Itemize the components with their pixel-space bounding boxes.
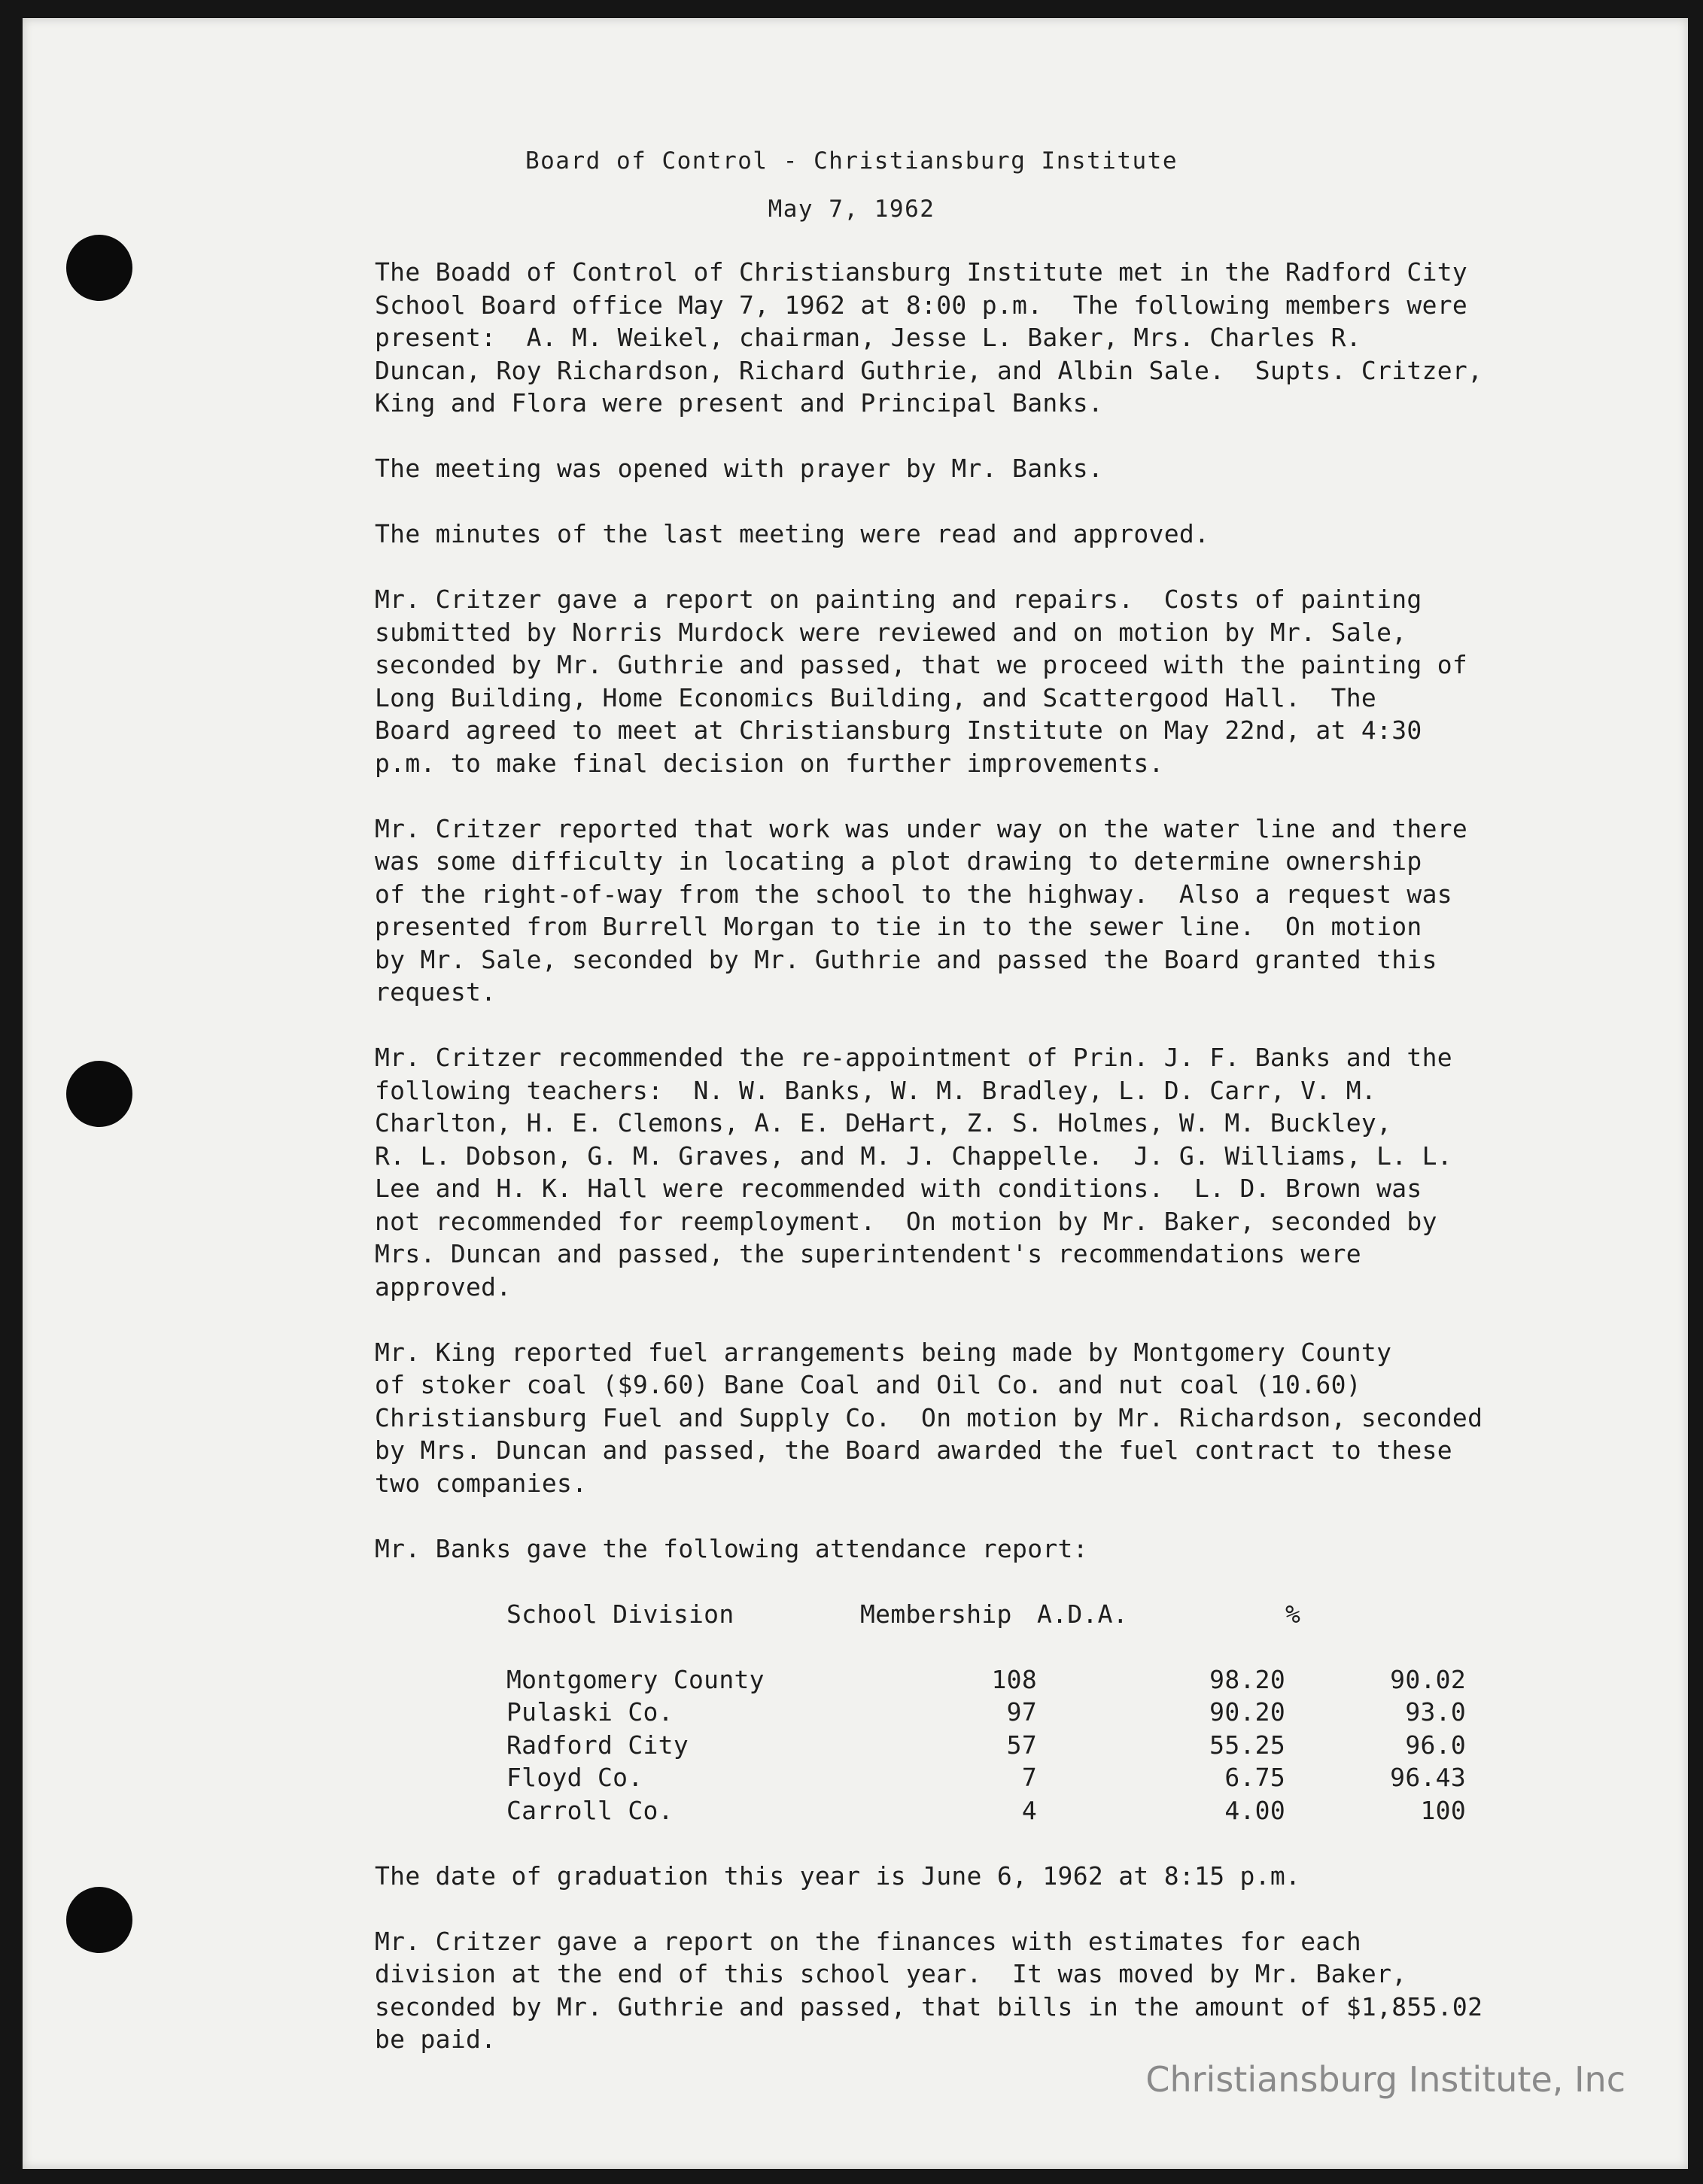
text-line: was some difficulty in locating a plot drawing to determine ownership: [375, 846, 1422, 876]
text-line: be paid.: [375, 2025, 497, 2054]
table-cell: 108: [991, 1664, 1037, 1694]
document-date: May 7, 1962: [768, 196, 935, 223]
paragraph: [375, 1336, 1594, 1500]
text-line: of stoker coal ($9.60) Bane Coal and Oil Co. and nut coal (10.60): [375, 1370, 1361, 1399]
binder-hole: [66, 1887, 132, 1953]
table-row: [506, 1729, 1466, 1762]
text-line: Board agreed to meet at Christiansburg Institute on May 22nd, at 4:30: [375, 715, 1422, 745]
paragraph: [375, 813, 1594, 1009]
text-line: submitted by Norris Murdock were reviewed and on motion by Mr. Sale,: [375, 617, 1407, 647]
text-line: present: A. M. Weikel, chairman, Jesse L. Baker, Mrs. Charles R.: [375, 323, 1361, 352]
table-cell: 93.0: [1405, 1697, 1466, 1727]
text-line: King and Flora were present and Principal Banks.: [375, 388, 1104, 418]
binder-hole: [66, 235, 132, 301]
text-line: Mr. Banks gave the following attendance report:: [375, 1533, 1088, 1563]
paragraph: [375, 518, 1594, 551]
table-row: [506, 1794, 1466, 1827]
text-line: The meeting was opened with prayer by Mr. Banks.: [375, 454, 1104, 483]
column-header: Membership: [860, 1599, 1012, 1629]
text-line: Mr. Critzer reported that work was under way on the water line and there: [375, 813, 1468, 843]
table-cell: 6.75: [1224, 1763, 1285, 1792]
table-cell: 57: [1006, 1730, 1037, 1760]
text-line: The date of graduation this year is June 6, 1962 at 8:15 p.m.: [375, 1861, 1301, 1891]
text-line: Christiansburg Fuel and Supply Co. On motion by Mr. Richardson, seconded: [375, 1402, 1483, 1432]
closing-paragraphs: [375, 1860, 1594, 2056]
table-cell: 100: [1420, 1795, 1466, 1825]
attendance-header-row: [506, 1598, 1466, 1631]
table-row: [506, 1696, 1466, 1729]
paragraph: [375, 583, 1594, 779]
minutes-paragraphs: [375, 256, 1594, 1565]
text-line: p.m. to make final decision on further improvements.: [375, 748, 1164, 778]
text-line: seconded by Mr. Guthrie and passed, that we proceed with the painting of: [375, 650, 1468, 679]
table-cell: Carroll Co.: [506, 1795, 674, 1825]
text-line: division at the end of this school year. It was moved by Mr. Baker,: [375, 1959, 1407, 1988]
paragraph: [375, 452, 1594, 485]
watermark: Christiansburg Institute, Inc: [1145, 2059, 1625, 2100]
paragraph: [375, 1925, 1594, 2056]
text-line: approved.: [375, 1271, 512, 1302]
text-line: Mr. Critzer recommended the re-appointment of Prin. J. F. Banks and the: [375, 1043, 1452, 1072]
text-line: seconded by Mr. Guthrie and passed, that bills in the amount of $1,855.02: [375, 1991, 1483, 2021]
text-line: Mrs. Duncan and passed, the superintendent's recommendations were: [375, 1239, 1361, 1268]
text-line: Long Building, Home Economics Building, and Scattergood Hall. The: [375, 682, 1377, 712]
table-cell: 7: [1021, 1763, 1037, 1792]
column-header: School Division: [506, 1599, 734, 1629]
text-line: presented from Burrell Morgan to tie in to the sewer line. On motion: [375, 912, 1422, 941]
table-cell: Floyd Co.: [506, 1763, 643, 1792]
text-line: by Mr. Sale, seconded by Mr. Guthrie and passed the Board granted this: [375, 944, 1437, 974]
table-cell: 55.25: [1209, 1730, 1285, 1760]
table-row: [506, 1761, 1466, 1794]
document-title: Board of Control - Christiansburg Institute: [525, 147, 1178, 175]
table-row: [506, 1663, 1466, 1696]
table-cell: 4: [1021, 1795, 1037, 1825]
text-line: request.: [375, 977, 497, 1007]
binder-hole: [66, 1061, 132, 1127]
text-line: Mr. Critzer gave a report on painting and repairs. Costs of painting: [375, 585, 1422, 614]
text-line: Mr. King reported fuel arrangements being made by Montgomery County: [375, 1337, 1392, 1367]
text-line: following teachers: N. W. Banks, W. M. Bradley, L. D. Carr, V. M.: [375, 1075, 1377, 1105]
text-line: Mr. Critzer gave a report on the finances with estimates for each: [375, 1926, 1361, 1956]
table-cell: 97: [1006, 1697, 1037, 1727]
table-cell: Montgomery County: [506, 1664, 765, 1694]
paragraph: [375, 256, 1594, 420]
text-line: by Mrs. Duncan and passed, the Board awarded the fuel contract to these: [375, 1435, 1452, 1465]
table-cell: 96.0: [1405, 1730, 1466, 1760]
text-line: School Board office May 7, 1962 at 8:00 p.m. The following members were: [375, 290, 1468, 320]
column-header: A.D.A.: [1037, 1599, 1129, 1629]
column-header: %: [1285, 1599, 1301, 1629]
table-cell: 96.43: [1390, 1763, 1466, 1792]
text-line: of the right-of-way from the school to the highway. Also a request was: [375, 879, 1452, 909]
text-line: Duncan, Roy Richardson, Richard Guthrie, and Albin Sale. Supts. Critzer,: [375, 355, 1483, 385]
text-line: not recommended for reemployment. On motion by Mr. Baker, seconded by: [375, 1206, 1437, 1236]
paragraph: [375, 1532, 1594, 1566]
text-line: Charlton, H. E. Clemons, A. E. DeHart, Z. S. Holmes, W. M. Buckley,: [375, 1108, 1392, 1138]
minutes-body: [375, 256, 1594, 2088]
text-line: R. L. Dobson, G. M. Graves, and M. J. Chappelle. J. G. Williams, L. L.: [375, 1141, 1452, 1171]
table-cell: 90.20: [1209, 1697, 1285, 1727]
text-line: The Boadd of Control of Christiansburg Institute met in the Radford City: [375, 257, 1468, 287]
table-cell: 98.20: [1209, 1664, 1285, 1694]
table-cell: Radford City: [506, 1730, 689, 1760]
text-line: Lee and H. K. Hall were recommended with conditions. L. D. Brown was: [375, 1174, 1422, 1203]
text-line: two companies.: [375, 1468, 588, 1498]
attendance-table: [506, 1598, 1466, 1827]
paragraph: [375, 1860, 1594, 1893]
text-line: The minutes of the last meeting were read and approved.: [375, 519, 1210, 548]
table-cell: Pulaski Co.: [506, 1697, 674, 1727]
table-cell: 90.02: [1390, 1664, 1466, 1694]
table-cell: 4.00: [1224, 1795, 1285, 1825]
paragraph: [375, 1041, 1594, 1303]
